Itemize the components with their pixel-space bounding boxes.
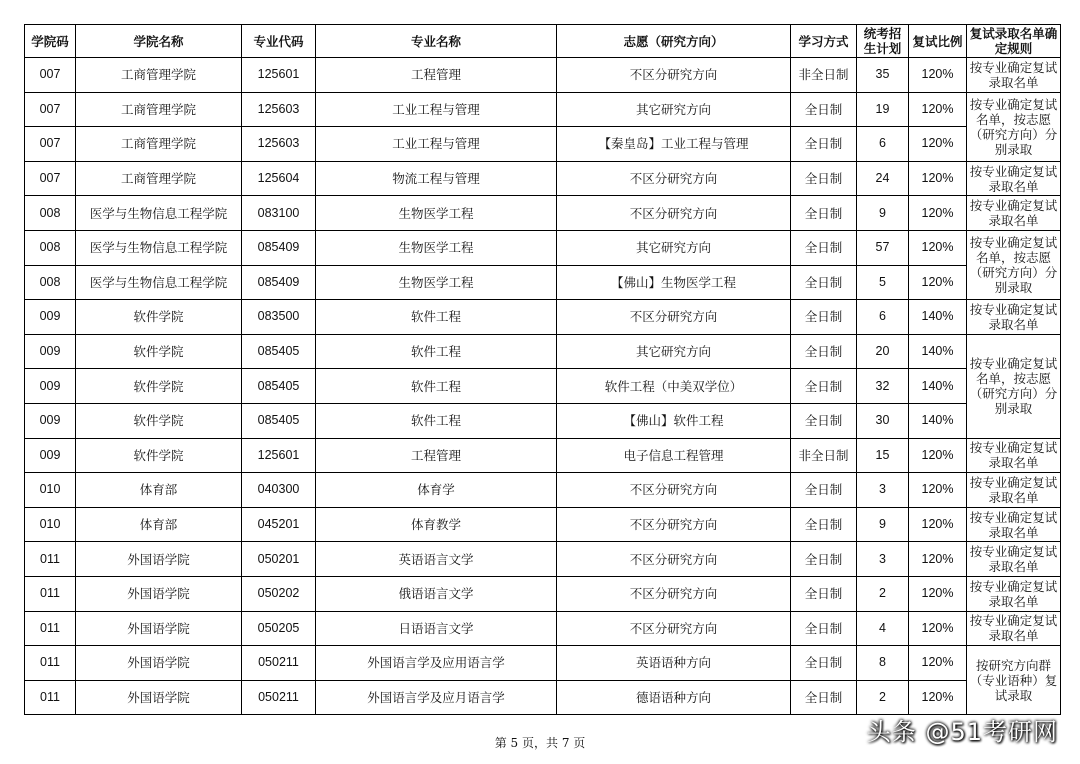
table-row bbox=[25, 230, 1061, 265]
cell-retest-ratio: 120% bbox=[909, 265, 967, 300]
cell-major-code: 125603 bbox=[242, 127, 316, 162]
cell-enrollment-plan: 6 bbox=[857, 127, 909, 162]
cell-major-name: 生物医学工程 bbox=[316, 196, 557, 231]
cell-college-code: 011 bbox=[25, 611, 76, 646]
cell-major-name: 软件工程 bbox=[316, 403, 557, 438]
cell-study-mode: 全日制 bbox=[791, 646, 857, 681]
cell-retest-ratio: 120% bbox=[909, 646, 967, 681]
cell-college-code: 011 bbox=[25, 542, 76, 577]
cell-enrollment-plan: 20 bbox=[857, 334, 909, 369]
cell-admission-rule: 按专业确定复试录取名单 bbox=[967, 161, 1061, 196]
cell-admission-rule: 按专业确定复试录取名单 bbox=[967, 196, 1061, 231]
cell-study-mode: 全日制 bbox=[791, 542, 857, 577]
table-row bbox=[25, 473, 1061, 508]
table-row bbox=[25, 369, 1061, 404]
cell-admission-rule: 按专业确定复试录取名单 bbox=[967, 438, 1061, 473]
cell-study-mode: 非全日制 bbox=[791, 58, 857, 93]
cell-major-name: 英语语言文学 bbox=[316, 542, 557, 577]
cell-major-name: 工程管理 bbox=[316, 438, 557, 473]
cell-college-code: 009 bbox=[25, 438, 76, 473]
cell-study-mode: 非全日制 bbox=[791, 438, 857, 473]
cell-direction: 不区分研究方向 bbox=[557, 58, 791, 93]
cell-study-mode: 全日制 bbox=[791, 196, 857, 231]
cell-study-mode: 全日制 bbox=[791, 507, 857, 542]
cell-direction: 不区分研究方向 bbox=[557, 507, 791, 542]
cell-direction: 不区分研究方向 bbox=[557, 576, 791, 611]
cell-major-name: 体育教学 bbox=[316, 507, 557, 542]
cell-college-name: 工商管理学院 bbox=[76, 127, 242, 162]
cell-college-code: 009 bbox=[25, 403, 76, 438]
table-header-row bbox=[25, 25, 1061, 58]
cell-major-name: 外国语言学及应月语言学 bbox=[316, 680, 557, 715]
cell-retest-ratio: 120% bbox=[909, 58, 967, 93]
cell-study-mode: 全日制 bbox=[791, 611, 857, 646]
cell-direction: 德语语种方向 bbox=[557, 680, 791, 715]
cell-major-name: 工程管理 bbox=[316, 58, 557, 93]
cell-college-code: 009 bbox=[25, 369, 76, 404]
cell-retest-ratio: 120% bbox=[909, 127, 967, 162]
cell-admission-rule: 按专业确定复试录取名单 bbox=[967, 58, 1061, 93]
cell-enrollment-plan: 30 bbox=[857, 403, 909, 438]
cell-admission-rule: 按专业确定复试录取名单 bbox=[967, 576, 1061, 611]
cell-admission-rule: 按专业确定复试录取名单 bbox=[967, 300, 1061, 335]
cell-enrollment-plan: 4 bbox=[857, 611, 909, 646]
cell-major-name: 物流工程与管理 bbox=[316, 161, 557, 196]
cell-college-code: 010 bbox=[25, 473, 76, 508]
cell-college-name: 软件学院 bbox=[76, 403, 242, 438]
cell-retest-ratio: 120% bbox=[909, 576, 967, 611]
cell-direction: 不区分研究方向 bbox=[557, 611, 791, 646]
header-college-code: 学院码 bbox=[25, 25, 76, 58]
header-college-name: 学院名称 bbox=[76, 25, 242, 58]
table-row bbox=[25, 646, 1061, 681]
cell-study-mode: 全日制 bbox=[791, 403, 857, 438]
cell-direction: 英语语种方向 bbox=[557, 646, 791, 681]
cell-direction: 电子信息工程管理 bbox=[557, 438, 791, 473]
cell-enrollment-plan: 15 bbox=[857, 438, 909, 473]
cell-study-mode: 全日制 bbox=[791, 334, 857, 369]
table-row bbox=[25, 403, 1061, 438]
table-row bbox=[25, 334, 1061, 369]
cell-major-name: 日语语言文学 bbox=[316, 611, 557, 646]
cell-study-mode: 全日制 bbox=[791, 473, 857, 508]
cell-admission-rule: 按专业确定复试名单，按志愿（研究方向）分别录取 bbox=[967, 92, 1061, 161]
cell-retest-ratio: 120% bbox=[909, 196, 967, 231]
cell-college-name: 工商管理学院 bbox=[76, 58, 242, 93]
header-admission-rule: 复试录取名单确定规则 bbox=[967, 25, 1061, 58]
cell-admission-rule: 按专业确定复试录取名单 bbox=[967, 473, 1061, 508]
cell-study-mode: 全日制 bbox=[791, 576, 857, 611]
cell-college-name: 外国语学院 bbox=[76, 611, 242, 646]
cell-retest-ratio: 120% bbox=[909, 611, 967, 646]
cell-major-code: 085405 bbox=[242, 403, 316, 438]
cell-college-code: 008 bbox=[25, 196, 76, 231]
cell-direction: 不区分研究方向 bbox=[557, 196, 791, 231]
cell-retest-ratio: 120% bbox=[909, 473, 967, 508]
cell-college-code: 008 bbox=[25, 265, 76, 300]
table-body bbox=[25, 58, 1061, 715]
cell-retest-ratio: 120% bbox=[909, 161, 967, 196]
cell-major-code: 125601 bbox=[242, 58, 316, 93]
cell-retest-ratio: 120% bbox=[909, 92, 967, 127]
cell-retest-ratio: 120% bbox=[909, 542, 967, 577]
cell-major-name: 外国语言学及应用语言学 bbox=[316, 646, 557, 681]
cell-major-code: 125604 bbox=[242, 161, 316, 196]
cell-major-code: 050202 bbox=[242, 576, 316, 611]
cell-enrollment-plan: 2 bbox=[857, 576, 909, 611]
cell-college-name: 软件学院 bbox=[76, 369, 242, 404]
cell-direction: 【佛山】软件工程 bbox=[557, 403, 791, 438]
cell-direction: 不区分研究方向 bbox=[557, 161, 791, 196]
cell-admission-rule: 按专业确定复试名单，按志愿（研究方向）分别录取 bbox=[967, 334, 1061, 438]
cell-college-code: 007 bbox=[25, 58, 76, 93]
cell-college-code: 009 bbox=[25, 300, 76, 335]
cell-college-code: 009 bbox=[25, 334, 76, 369]
cell-major-code: 040300 bbox=[242, 473, 316, 508]
cell-major-code: 083100 bbox=[242, 196, 316, 231]
cell-college-name: 外国语学院 bbox=[76, 680, 242, 715]
cell-college-name: 工商管理学院 bbox=[76, 92, 242, 127]
table-row bbox=[25, 127, 1061, 162]
cell-major-code: 085405 bbox=[242, 369, 316, 404]
cell-study-mode: 全日制 bbox=[791, 230, 857, 265]
cell-retest-ratio: 140% bbox=[909, 300, 967, 335]
page-footer: 第 5 页，共 7 页 bbox=[494, 736, 586, 750]
cell-college-name: 医学与生物信息工程学院 bbox=[76, 196, 242, 231]
cell-direction: 不区分研究方向 bbox=[557, 300, 791, 335]
cell-enrollment-plan: 9 bbox=[857, 196, 909, 231]
cell-college-code: 011 bbox=[25, 680, 76, 715]
cell-retest-ratio: 140% bbox=[909, 403, 967, 438]
table-row bbox=[25, 58, 1061, 93]
cell-major-name: 软件工程 bbox=[316, 300, 557, 335]
cell-college-name: 医学与生物信息工程学院 bbox=[76, 230, 242, 265]
cell-enrollment-plan: 9 bbox=[857, 507, 909, 542]
cell-study-mode: 全日制 bbox=[791, 265, 857, 300]
cell-enrollment-plan: 24 bbox=[857, 161, 909, 196]
table-row bbox=[25, 161, 1061, 196]
cell-college-name: 体育部 bbox=[76, 473, 242, 508]
table-row bbox=[25, 611, 1061, 646]
cell-college-name: 软件学院 bbox=[76, 300, 242, 335]
cell-study-mode: 全日制 bbox=[791, 300, 857, 335]
table-row bbox=[25, 680, 1061, 715]
cell-major-name: 生物医学工程 bbox=[316, 265, 557, 300]
cell-college-code: 008 bbox=[25, 230, 76, 265]
header-enrollment-plan: 统考招生计划 bbox=[857, 25, 909, 58]
cell-admission-rule: 按专业确定复试录取名单 bbox=[967, 542, 1061, 577]
cell-college-name: 工商管理学院 bbox=[76, 161, 242, 196]
cell-major-name: 软件工程 bbox=[316, 369, 557, 404]
cell-college-code: 007 bbox=[25, 92, 76, 127]
cell-college-name: 外国语学院 bbox=[76, 576, 242, 611]
header-major-code: 专业代码 bbox=[242, 25, 316, 58]
cell-admission-rule: 按专业确定复试名单，按志愿（研究方向）分别录取 bbox=[967, 230, 1061, 299]
cell-direction: 【佛山】生物医学工程 bbox=[557, 265, 791, 300]
cell-retest-ratio: 120% bbox=[909, 438, 967, 473]
cell-major-name: 工业工程与管理 bbox=[316, 127, 557, 162]
table-row bbox=[25, 265, 1061, 300]
cell-college-name: 软件学院 bbox=[76, 334, 242, 369]
watermark-text: 头条 @51考研网 bbox=[866, 718, 1058, 746]
cell-enrollment-plan: 5 bbox=[857, 265, 909, 300]
cell-enrollment-plan: 8 bbox=[857, 646, 909, 681]
cell-study-mode: 全日制 bbox=[791, 161, 857, 196]
cell-major-code: 125601 bbox=[242, 438, 316, 473]
cell-major-code: 050211 bbox=[242, 680, 316, 715]
cell-major-name: 体育学 bbox=[316, 473, 557, 508]
cell-retest-ratio: 140% bbox=[909, 334, 967, 369]
cell-major-code: 083500 bbox=[242, 300, 316, 335]
cell-direction: 软件工程（中美双学位） bbox=[557, 369, 791, 404]
cell-retest-ratio: 140% bbox=[909, 369, 967, 404]
cell-retest-ratio: 120% bbox=[909, 680, 967, 715]
cell-study-mode: 全日制 bbox=[791, 369, 857, 404]
cell-major-code: 050211 bbox=[242, 646, 316, 681]
table-row bbox=[25, 300, 1061, 335]
cell-college-name: 体育部 bbox=[76, 507, 242, 542]
cell-direction: 【秦皇岛】工业工程与管理 bbox=[557, 127, 791, 162]
cell-major-name: 工业工程与管理 bbox=[316, 92, 557, 127]
cell-retest-ratio: 120% bbox=[909, 507, 967, 542]
cell-enrollment-plan: 19 bbox=[857, 92, 909, 127]
cell-enrollment-plan: 32 bbox=[857, 369, 909, 404]
cell-college-code: 011 bbox=[25, 646, 76, 681]
cell-major-code: 045201 bbox=[242, 507, 316, 542]
cell-enrollment-plan: 35 bbox=[857, 58, 909, 93]
table-row bbox=[25, 576, 1061, 611]
cell-major-code: 085409 bbox=[242, 265, 316, 300]
table-row bbox=[25, 92, 1061, 127]
cell-major-code: 085409 bbox=[242, 230, 316, 265]
cell-admission-rule: 按研究方向群（专业语种）复试录取 bbox=[967, 646, 1061, 715]
cell-major-name: 俄语语言文学 bbox=[316, 576, 557, 611]
table-row bbox=[25, 196, 1061, 231]
cell-college-code: 010 bbox=[25, 507, 76, 542]
cell-study-mode: 全日制 bbox=[791, 92, 857, 127]
admission-plan-table bbox=[24, 24, 1061, 715]
cell-major-name: 软件工程 bbox=[316, 334, 557, 369]
cell-admission-rule: 按专业确定复试录取名单 bbox=[967, 611, 1061, 646]
cell-enrollment-plan: 2 bbox=[857, 680, 909, 715]
cell-college-code: 011 bbox=[25, 576, 76, 611]
cell-major-code: 125603 bbox=[242, 92, 316, 127]
cell-study-mode: 全日制 bbox=[791, 127, 857, 162]
cell-college-name: 软件学院 bbox=[76, 438, 242, 473]
cell-direction: 不区分研究方向 bbox=[557, 473, 791, 508]
cell-college-name: 外国语学院 bbox=[76, 542, 242, 577]
cell-major-name: 生物医学工程 bbox=[316, 230, 557, 265]
header-study-mode: 学习方式 bbox=[791, 25, 857, 58]
table-row bbox=[25, 438, 1061, 473]
table-row bbox=[25, 542, 1061, 577]
cell-direction: 其它研究方向 bbox=[557, 230, 791, 265]
cell-major-code: 085405 bbox=[242, 334, 316, 369]
cell-admission-rule: 按专业确定复试录取名单 bbox=[967, 507, 1061, 542]
cell-college-name: 外国语学院 bbox=[76, 646, 242, 681]
header-retest-ratio: 复试比例 bbox=[909, 25, 967, 58]
cell-major-code: 050205 bbox=[242, 611, 316, 646]
cell-direction: 其它研究方向 bbox=[557, 334, 791, 369]
cell-enrollment-plan: 3 bbox=[857, 542, 909, 577]
cell-college-code: 007 bbox=[25, 161, 76, 196]
cell-enrollment-plan: 3 bbox=[857, 473, 909, 508]
table-row bbox=[25, 507, 1061, 542]
cell-enrollment-plan: 6 bbox=[857, 300, 909, 335]
cell-study-mode: 全日制 bbox=[791, 680, 857, 715]
header-direction: 志愿（研究方向） bbox=[557, 25, 791, 58]
cell-direction: 其它研究方向 bbox=[557, 92, 791, 127]
cell-direction: 不区分研究方向 bbox=[557, 542, 791, 577]
cell-college-name: 医学与生物信息工程学院 bbox=[76, 265, 242, 300]
cell-retest-ratio: 120% bbox=[909, 230, 967, 265]
cell-college-code: 007 bbox=[25, 127, 76, 162]
cell-enrollment-plan: 57 bbox=[857, 230, 909, 265]
header-major-name: 专业名称 bbox=[316, 25, 557, 58]
cell-major-code: 050201 bbox=[242, 542, 316, 577]
